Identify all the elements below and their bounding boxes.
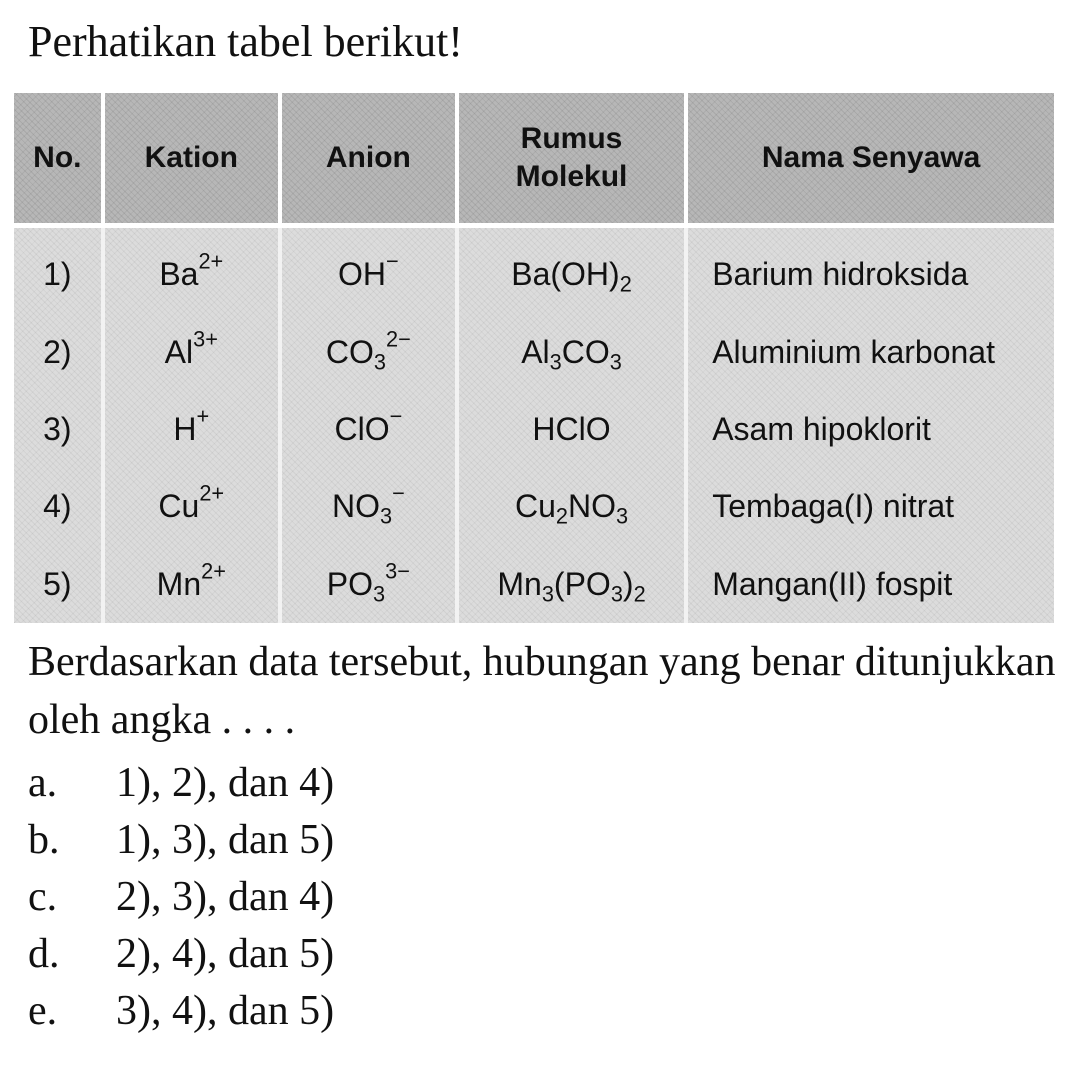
kation-symbol: Cu bbox=[158, 488, 200, 525]
anion-symbol: PO bbox=[326, 565, 374, 602]
option-letter: b. bbox=[28, 817, 60, 863]
option-d[interactable] bbox=[28, 926, 334, 983]
formula-part: Cu bbox=[514, 488, 556, 525]
anion-symbol: ClO bbox=[334, 411, 390, 448]
row-anion bbox=[282, 228, 459, 314]
table-row bbox=[14, 391, 1054, 468]
header-nama-senyawa: Nama Senyawa bbox=[688, 93, 1054, 228]
option-letter: d. bbox=[28, 931, 60, 977]
header-no: No. bbox=[14, 93, 105, 228]
row-nama-senyawa: Aluminium karbonat bbox=[712, 333, 995, 370]
row-anion bbox=[282, 391, 459, 468]
row-no: 2) bbox=[14, 314, 105, 391]
formula-part: HClO bbox=[532, 411, 611, 448]
option-text: 2), 4), dan 5) bbox=[116, 931, 335, 977]
table-row bbox=[14, 314, 1054, 391]
formula-subscript: 2 bbox=[555, 503, 568, 529]
formula-subscript: 3 bbox=[549, 349, 562, 375]
row-anion bbox=[282, 468, 459, 545]
header-rumus-line1: Rumus bbox=[520, 122, 623, 155]
kation-charge: 3+ bbox=[193, 326, 218, 352]
row-rumus-molekul bbox=[459, 468, 688, 545]
formula-part: CO bbox=[561, 333, 610, 370]
formula-subscript: 3 bbox=[609, 349, 622, 375]
formula-part: Ba(OH) bbox=[511, 256, 620, 293]
anion-symbol: CO bbox=[325, 333, 374, 370]
question-text: Berdasarkan data tersebut, hubungan yang benar ditunjukkan oleh angka . . . . bbox=[28, 639, 1056, 743]
row-no: 3) bbox=[14, 391, 105, 468]
row-kation bbox=[105, 314, 282, 391]
anion-charge: − bbox=[386, 248, 399, 274]
row-rumus-molekul bbox=[459, 314, 688, 391]
anion-charge: 3− bbox=[385, 558, 410, 584]
table-row bbox=[14, 546, 1054, 623]
anion-subscript: 3 bbox=[379, 503, 393, 529]
header-rumus-molekul bbox=[459, 93, 688, 228]
formula-part: Mn bbox=[497, 565, 542, 602]
row-anion bbox=[282, 314, 459, 391]
row-nama-senyawa: Barium hidroksida bbox=[712, 256, 969, 293]
option-letter: c. bbox=[28, 874, 58, 920]
row-anion bbox=[282, 546, 459, 623]
formula-subscript: 2 bbox=[633, 581, 646, 607]
option-letter: e. bbox=[28, 988, 58, 1034]
option-e[interactable] bbox=[28, 983, 334, 1040]
kation-symbol: Al bbox=[164, 333, 194, 370]
option-letter: a. bbox=[28, 760, 58, 806]
header-rumus-line2: Molekul bbox=[515, 160, 628, 193]
kation-charge: 2+ bbox=[201, 558, 226, 584]
row-kation bbox=[105, 468, 282, 545]
kation-symbol: Ba bbox=[159, 256, 199, 293]
kation-charge: 2+ bbox=[199, 481, 225, 507]
table-body bbox=[14, 228, 1054, 623]
anion-charge: − bbox=[389, 403, 403, 429]
formula-subscript: 2 bbox=[619, 271, 632, 297]
anion-subscript: 3 bbox=[373, 349, 387, 375]
option-text: 1), 2), dan 4) bbox=[116, 760, 335, 806]
option-text: 1), 3), dan 5) bbox=[116, 817, 335, 863]
option-b[interactable] bbox=[28, 812, 334, 869]
row-nama-senyawa: Tembaga(I) nitrat bbox=[712, 488, 955, 525]
row-no: 4) bbox=[14, 468, 105, 545]
formula-subscript: 3 bbox=[615, 503, 629, 529]
option-a[interactable] bbox=[28, 755, 334, 812]
row-kation bbox=[105, 546, 282, 623]
formula-part: Al bbox=[521, 333, 550, 370]
row-rumus-molekul bbox=[459, 546, 688, 623]
kation-charge: 2+ bbox=[198, 248, 224, 274]
kation-symbol: H bbox=[173, 411, 197, 448]
intro-text: Perhatikan tabel berikut! bbox=[28, 17, 463, 66]
anion-symbol: OH bbox=[338, 256, 387, 293]
anion-charge: − bbox=[392, 481, 405, 507]
option-text: 3), 4), dan 5) bbox=[116, 988, 335, 1034]
kation-charge: + bbox=[196, 403, 210, 429]
anion-charge: 2− bbox=[386, 326, 411, 352]
formula-part: NO bbox=[567, 488, 616, 525]
row-kation bbox=[105, 228, 282, 314]
answer-options bbox=[28, 755, 334, 1040]
formula-subscript: 3 bbox=[610, 581, 623, 607]
row-no: 5) bbox=[14, 546, 105, 623]
kation-symbol: Mn bbox=[156, 565, 202, 602]
table-header-row bbox=[14, 93, 1054, 228]
formula-part: (PO bbox=[553, 565, 611, 602]
formula-part: ) bbox=[622, 565, 634, 602]
option-c[interactable] bbox=[28, 869, 334, 926]
anion-subscript: 3 bbox=[373, 581, 386, 607]
row-no: 1) bbox=[14, 228, 105, 314]
row-kation bbox=[105, 391, 282, 468]
row-rumus-molekul bbox=[459, 228, 688, 314]
header-kation: Kation bbox=[105, 93, 282, 228]
table-row bbox=[14, 468, 1054, 545]
table-row bbox=[14, 228, 1054, 314]
row-nama-senyawa: Asam hipoklorit bbox=[712, 411, 931, 448]
anion-symbol: NO bbox=[331, 488, 380, 525]
row-nama-senyawa: Mangan(II) fospit bbox=[712, 565, 953, 602]
option-text: 2), 3), dan 4) bbox=[116, 874, 335, 920]
compound-table bbox=[14, 93, 1054, 623]
formula-subscript: 3 bbox=[541, 581, 554, 607]
header-anion: Anion bbox=[282, 93, 459, 228]
row-rumus-molekul bbox=[459, 391, 688, 468]
